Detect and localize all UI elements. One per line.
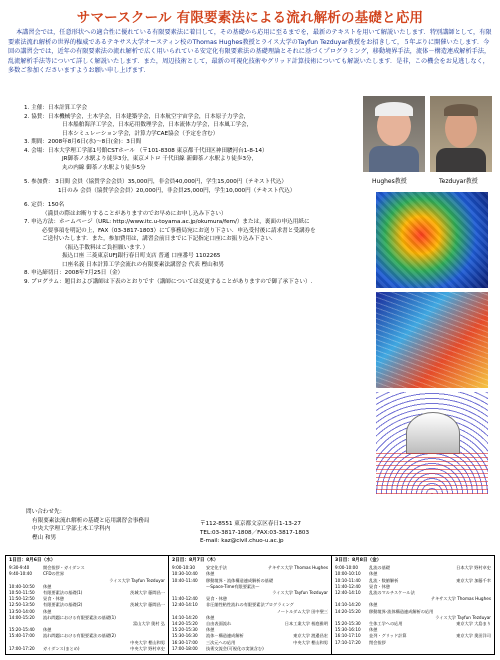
- contact-tel-fax: TEL:03-3817-1808／FAX:03-3817-1803: [200, 529, 310, 536]
- info-apply-1: 7. 申込方法：ホームページ（URL: http://www.itc.u-toyama.ac.jp/okumura/fem/）または，裏面の申込用紙に: [24, 219, 310, 225]
- schedule-speaker: ノートルダム大学 田中聖三: [276, 608, 328, 614]
- info-sponsors-3: 日本シミュレーション学会，計算力学CAE協会（予定を含む）: [62, 130, 219, 137]
- schedule-speaker: 茨城大学 藤間昌一: [130, 590, 165, 596]
- schedule-time: 16:30-17:00: [172, 639, 198, 645]
- contact-department: 中央大学理工学部土木工学科内: [32, 526, 111, 532]
- schedule-day-2: [169, 556, 332, 654]
- intro-paragraph: [8, 28, 494, 76]
- schedule-title: 三次元への応用: [206, 639, 236, 645]
- schedule-title: 流れ問題における有限要素法の基礎(1): [43, 614, 116, 620]
- intro-text: 本講習会では，任意形状への適合性に優れている有限要素法に着目して，その基礎から応用に至るまでを，最新のテキストを用いて解説いたします．特別講師として，有限要素法流れ解析の世界的権威であるテキサス大学オースティン校のThomas Hughes教授とライス大学のTayfun Tezduyar教授をお招きして，５年ぶりに開催いたします．今回の講習会では，近年の有限要素法の流れ解析で広く用いられている安定化有限要素法の基礎理論とそれに基づくプログラミング，移動境界手法，流体－構造連成解析手法，乱流解析手法等について詳しく解説いたします．また，周辺技術として，最新の可視化技術やグリッド計算技術についても解説いたします．是非，この機会をお見逃しなく，多数ご参加くださいますようお願い申し上げます．: [8, 29, 492, 75]
- schedule-title: 自由表面流れ: [206, 621, 232, 627]
- schedule-time: 9:40-10:40: [9, 571, 32, 577]
- schedule-title: 乱流のマルチスケール法: [369, 590, 415, 596]
- info-apply-2: 必要事項を明記の上，FAX（03-3817-1803）にて事務局宛にお送り下さい．申込受付後に請求書と受講券を: [42, 227, 316, 234]
- schedule-time: 15:20-15:30: [335, 621, 361, 627]
- schedule-time: 15:30-16:30: [172, 633, 198, 639]
- schedule-title: 休憩: [369, 627, 378, 633]
- schedule-time: 11:50-12:50: [9, 596, 35, 602]
- schedule-time: 15:40-17:00: [9, 633, 35, 639]
- schedule-time: 17:10-17:20: [335, 639, 361, 645]
- schedule-speaker: [489, 640, 491, 646]
- schedule-speaker: ライス大学 Tayfun Tezduyar: [435, 614, 491, 620]
- schedule-day-header: 1日目：8月6日（水）: [9, 558, 56, 563]
- schedule-speaker: 中央大学 樫山和男: [130, 639, 165, 645]
- schedule-time: 17:00-18:00: [172, 645, 198, 651]
- schedule-entry: [335, 640, 491, 646]
- info-venue: 4. 会場：日本大学理工学部1号館CSTホール （〒101-8308 東京都千代田区神田駿河台1-8-14）: [24, 147, 268, 154]
- schedule-time: 11:40-12:40: [335, 583, 361, 589]
- schedule-time: 10:40-11:40: [172, 577, 198, 583]
- schedule-title: 開会挨拶・ガイダンス: [43, 565, 85, 571]
- schedule-speaker: 東京大学 渡邉昌宏: [293, 633, 328, 639]
- schedule-title: 昼食・休憩: [206, 596, 227, 602]
- schedule-time: 11:40-12:40: [172, 596, 198, 602]
- schedule-speaker: 東京大学 奥田洋司: [456, 633, 491, 639]
- info-bank-account: 振込口座 三菱東京UFJ銀行春日町支店 普通 口座番号 1102265: [62, 253, 221, 259]
- schedule-title: 昼食・休憩: [369, 583, 390, 589]
- schedule-table: [5, 555, 495, 655]
- contact-person: 樫山 和男: [32, 534, 57, 541]
- page-title: サマースクール 有限要素法による流れ解析の基礎と応用: [76, 10, 424, 26]
- schedule-time: 14:20-15:20: [172, 621, 198, 627]
- schedule-title: 流れ問題における有限要素法の基礎(2): [43, 633, 116, 639]
- schedule-title: 乱流の基礎: [369, 565, 390, 571]
- schedule-time: 15:30-16:10: [335, 627, 361, 633]
- schedule-day-3: [332, 556, 494, 654]
- info-deadline: 8. 申込締切日：2008年7月25日（金）: [24, 270, 124, 276]
- contact-heading: 問い合わせ先：: [26, 509, 66, 515]
- schedule-speaker: 日本工業大学 桜庭雅明: [284, 621, 328, 627]
- flow-streamline-image: [376, 292, 488, 388]
- contact-address: 〒112-8551 東京都文京区春日1-13-27: [200, 521, 301, 527]
- schedule-time: 14:10-14:20: [172, 614, 198, 620]
- schedule-time: 9:00-10:30: [172, 565, 195, 571]
- tezduyar-caption: Tezduyar教授: [439, 178, 478, 185]
- schedule-title: 乱流・数値解析: [369, 577, 399, 583]
- schedule-time: 13:50-14:00: [9, 608, 35, 614]
- schedule-time: 12:40-14:10: [172, 602, 198, 608]
- schedule-speaker: 日本大学 野村卓史: [456, 565, 491, 571]
- info-apply-4: （振込手数料はご負担願います．）: [62, 244, 149, 251]
- schedule-time: 17:00-17:20: [9, 645, 35, 651]
- schedule-speaker: 中央大学 樫山和男: [293, 639, 328, 645]
- info-capacity: 6. 定員：150名: [24, 202, 65, 208]
- schedule-time: 9:00-10:00: [335, 565, 358, 571]
- info-venue-access-1: JR御茶ノ水駅より徒歩3分，東京メトロ 千代田線 新御茶ノ水駅より徒歩3分，: [62, 156, 258, 162]
- info-program: 9. プログラム：題目および講師は下表のとおりです（講師については変更することがありますので御了承下さい）.: [24, 278, 313, 285]
- info-sponsors-2: 日本船舶海洋工学会，日本応用数理学会，日本流体力学会，日本風工学会，: [62, 122, 253, 128]
- schedule-title: 移動境界・流体構造連成解析の基礎: [206, 577, 274, 583]
- schedule-title: 生体工学への応用: [369, 621, 403, 627]
- schedule-title: 有限要素法の基礎(2): [43, 602, 83, 608]
- schedule-day-header: 2日目：8月7日（木）: [172, 558, 219, 563]
- schedule-time: 10:10-11:40: [335, 577, 361, 583]
- schedule-title: 休憩: [206, 614, 215, 620]
- schedule-speaker: 中央大学 野村卓史: [130, 645, 165, 651]
- schedule-speaker: テキサス大学 Thomas Hughes: [267, 565, 328, 571]
- schedule-title: 休憩: [206, 571, 215, 577]
- schedule-time: 12:50-13:50: [9, 602, 35, 608]
- hughes-caption: Hughes教授: [372, 178, 407, 185]
- schedule-title: 有限要素法の基礎(1): [43, 590, 83, 596]
- info-apply-3: ご送付いたします．また，参加費用は，講習会前日までに下記指定口座にお振り込み下さい．: [42, 236, 277, 242]
- schedule-title: 並列・グリッド計算: [369, 633, 407, 639]
- info-capacity-note: （満員の際はお断りすることがありますのでお早めにお申し込み下さい）: [42, 210, 227, 217]
- contact-email[interactable]: E-mail: kaz@civil.chuo-u.ac.jp: [200, 538, 284, 544]
- schedule-time: 10:30-10:40: [172, 571, 198, 577]
- schedule-title: CFDの世界: [43, 571, 65, 577]
- schedule-day-header: 3日目：8月8日（金）: [335, 558, 382, 563]
- info-account-holder: 口座名義 日本計算工学会流れの有限要素法講習会 代表 樫山和男: [62, 261, 224, 268]
- schedule-title: 休憩: [43, 583, 52, 589]
- schedule-speaker: 東京大学 加藤千幸: [456, 577, 491, 583]
- schedule-speaker: [326, 646, 328, 652]
- schedule-title: 移動境界-流体構造連成解析の応用: [369, 608, 434, 614]
- schedule-title: 休憩: [43, 627, 52, 633]
- schedule-time: 14:00-15:20: [9, 614, 35, 620]
- schedule-time: 10:40-10:50: [9, 583, 35, 589]
- info-sponsors: 2. 協賛：日本機械学会，土木学会，日本建築学会，日本航空宇宙学会，日本原子力学会，: [24, 113, 250, 120]
- schedule-speaker: 東京大学 大島まり: [456, 621, 491, 627]
- schedule-time: 10:00-10:10: [335, 571, 361, 577]
- schedule-time: 15:20-15:40: [9, 627, 35, 633]
- info-period: 3. 期間：2008年8月6日(水)～8日(金)：3日間: [24, 139, 142, 145]
- info-fee-3days: 5. 参加費： 3日間 会員（協賛学会会員）35,000円，非会員40,000円，学生15,000円（テキスト代込）: [24, 179, 288, 185]
- schedule-title: 休憩: [43, 608, 52, 614]
- schedule-title: 休憩: [206, 627, 215, 633]
- schedule-title: 非圧縮性粘性流れの有限要素法プログラミング: [206, 602, 294, 608]
- schedule-title: 閉会挨拶: [369, 639, 386, 645]
- schedule-title: 安定化手法: [206, 565, 227, 571]
- turbulence-cube-image: [376, 192, 488, 288]
- schedule-time: 14:20-15:20: [335, 608, 361, 614]
- info-venue-access-2: 丸の内線 御茶ノ水駅より徒歩5分: [62, 164, 146, 171]
- schedule-speaker: テキサス大学 Thomas Hughes: [430, 596, 491, 602]
- schedule-title: 昼食・休憩: [43, 596, 64, 602]
- schedule-speaker: ライス大学 Tayfun Tezduyar: [109, 577, 165, 583]
- schedule-entry: [9, 646, 165, 652]
- schedule-time: 14:10-14:20: [335, 602, 361, 608]
- contact-office: 有限要素法流れ解析の基礎と応用講習会事務局: [32, 517, 150, 524]
- schedule-speaker: ライス大学 Tayfun Tezduyar: [272, 590, 328, 596]
- tezduyar-photo: [430, 96, 492, 172]
- event-info: [24, 104, 324, 286]
- schedule-title: ガイダンス(まとめ): [43, 645, 80, 651]
- schedule-title: 休憩: [369, 571, 378, 577]
- hughes-photo: [363, 96, 425, 172]
- schedule-time: 15:20-15:30: [172, 627, 198, 633]
- info-organizer: 1. 主催：日本計算工学会: [24, 105, 88, 111]
- schedule-speaker: 富山大学 奥村 弘: [133, 621, 165, 627]
- schedule-time: 9:30-9:40: [9, 565, 30, 571]
- schedule-title: 休憩: [369, 602, 378, 608]
- schedule-entry: [172, 646, 328, 652]
- contact-details: [200, 520, 309, 546]
- schedule-speaker: 茨城大学 藤間昌一: [130, 602, 165, 608]
- schedule-day-1: [6, 556, 169, 654]
- dome-flow-image: [376, 392, 488, 494]
- schedule-time: 12:40-14:10: [335, 590, 361, 596]
- schedule-title: ～Space-Time有限要素法～: [206, 583, 260, 589]
- info-fee-1day: 1日のみ 会員（協賛学会会員）20,000円，非会員25,000円，学生10,000円（テキスト代込）: [58, 187, 296, 194]
- schedule-time: 10:50-11:50: [9, 590, 35, 596]
- schedule-time: 16:10-17:10: [335, 633, 361, 639]
- schedule-title: 流体－構造連成解析: [206, 633, 244, 639]
- schedule-title: 技術交流会(可視化の実演含む): [206, 645, 264, 651]
